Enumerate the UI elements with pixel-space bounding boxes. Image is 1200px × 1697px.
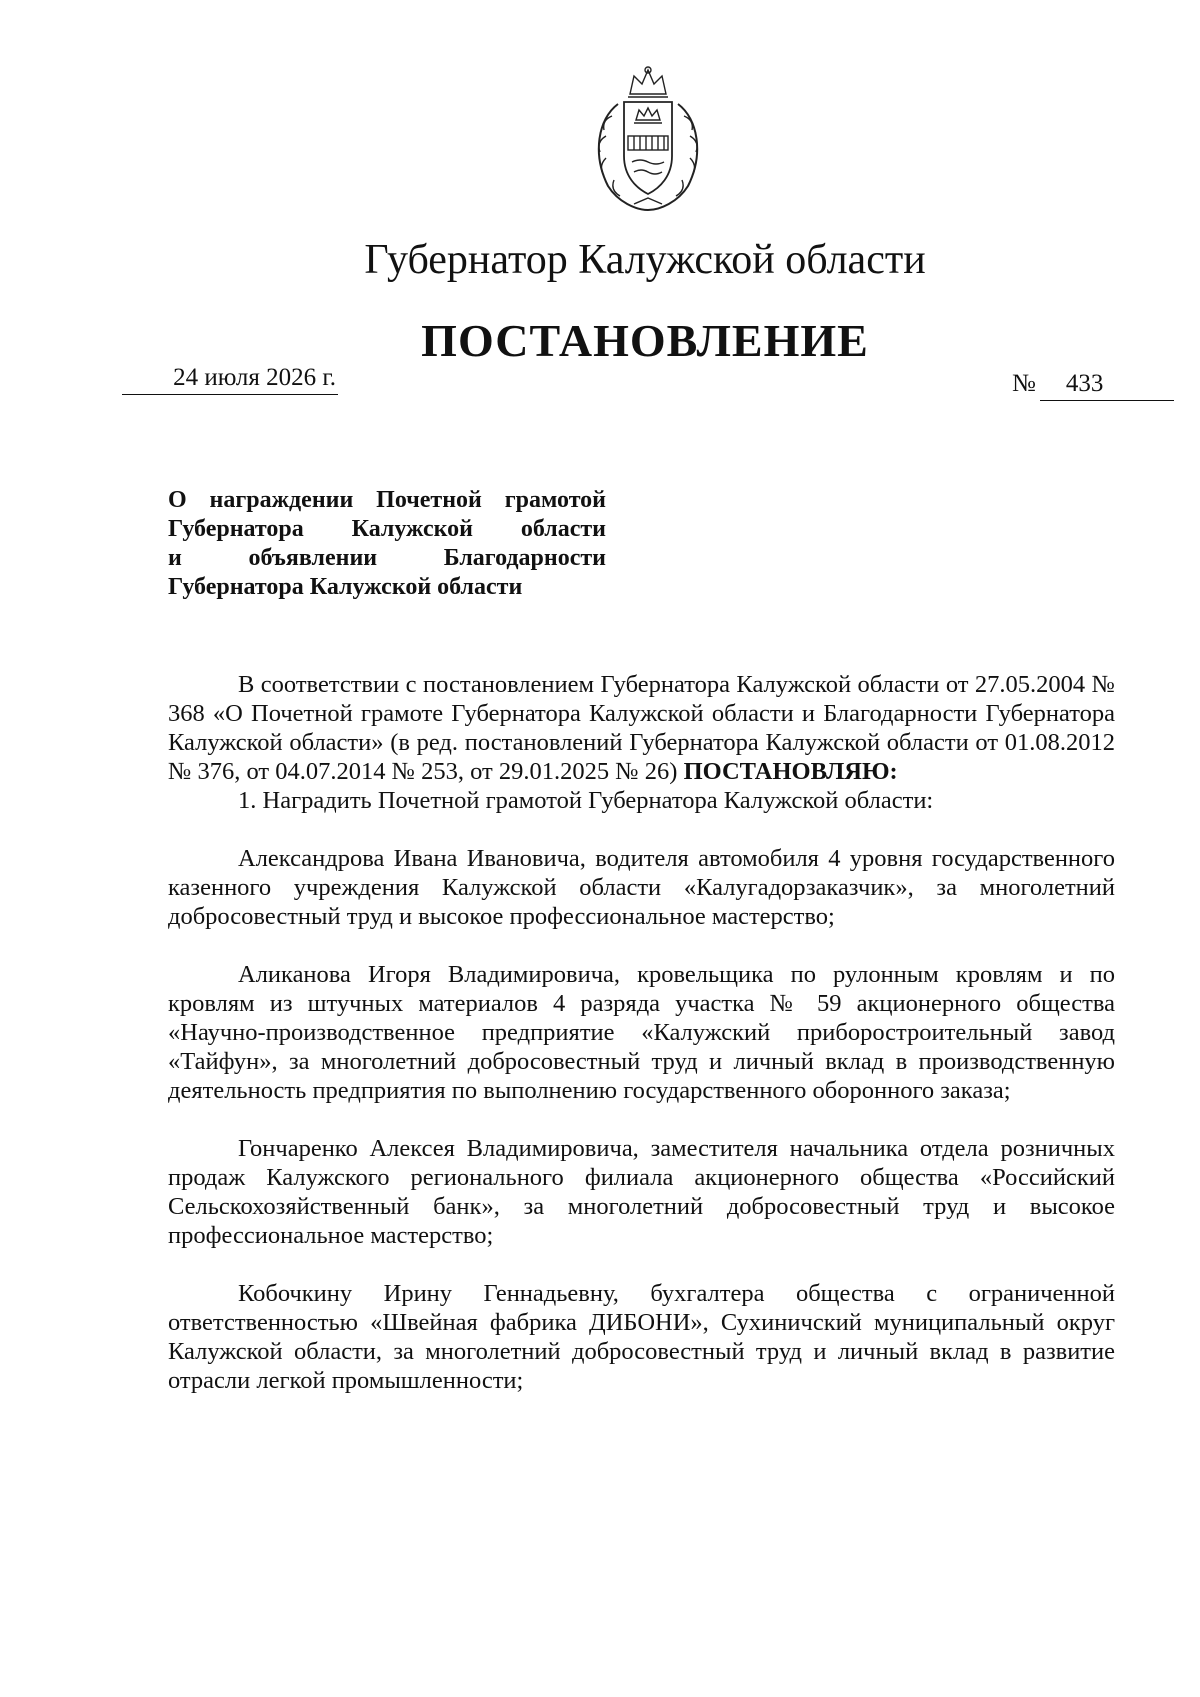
issuing-authority: Губернатор Калужской области [364, 237, 926, 283]
awardee-paragraph: Александрова Ивана Ивановича, водителя автомобиля 4 уровня государственного казенного учреждения Калужской области «Калугадорзаказчик», за многолетний добросовестный труд и высокое профессиональное мастерство; [168, 845, 1115, 930]
document-type-heading: ПОСТАНОВЛЕНИЕ [421, 315, 869, 366]
document-date: 24 июля 2026 г. [122, 362, 338, 395]
preamble-text: В соответствии с постановлением Губернатора Калужской области от 27.05.2004 № 368 «О Почетной грамоте Губернатора Калужской области и Благодарности Губернатора Калужской области» (в ред. постановлений Губернатора Калужской области от 01.08.2012 № 376, от 04.07.2014 № 253, от 29.01.2025 № 26) [168, 671, 1115, 785]
title-line: и объявлении Благодарности [168, 545, 606, 571]
document-number-block [1012, 368, 1174, 401]
document-number: 433 [1040, 368, 1174, 401]
title-line: Губернатора Калужской области [168, 516, 606, 542]
coat-of-arms-emblem [578, 64, 718, 214]
awardee-paragraph: Аликанова Игоря Владимировича, кровельщика по рулонным кровлям и по кровлям из штучных материалов 4 разряда участка № 59 акционерного общества «Научно-производственное предприятие «Калужский приборостроительный завод «Тайфун», за многолетний добросовестный труд и личный вклад в производственную деятельность предприятия по выполнению государственного оборонного заказа; [168, 961, 1115, 1104]
document-body [168, 670, 1115, 1395]
decree-word: ПОСТАНОВЛЯЮ: [683, 758, 898, 785]
title-line: Губернатора Калужской области [168, 574, 523, 600]
awardee-paragraph: Гончаренко Алексея Владимировича, заместителя начальника отдела розничных продаж Калужского регионального филиала акционерного общества «Российский Сельскохозяйственный банк», за многолетний добросовестный труд и высокое профессиональное мастерство; [168, 1135, 1115, 1249]
awardee-paragraph: Кобочкину Ирину Геннадьевну, бухгалтера общества с ограниченной ответственностью «Швейная фабрика ДИБОНИ», Сухиничский муниципальный округ Калужской области, за многолетний добросовестный труд и личный вклад в развитие отрасли легкой промышленности; [168, 1280, 1115, 1394]
document-title [168, 486, 606, 602]
number-label: № [1012, 370, 1036, 397]
title-line: О награждении Почетной грамотой [168, 487, 606, 513]
item-1: 1. Наградить Почетной грамотой Губернатора Калужской области: [238, 787, 934, 814]
preamble-paragraph [168, 670, 1115, 786]
